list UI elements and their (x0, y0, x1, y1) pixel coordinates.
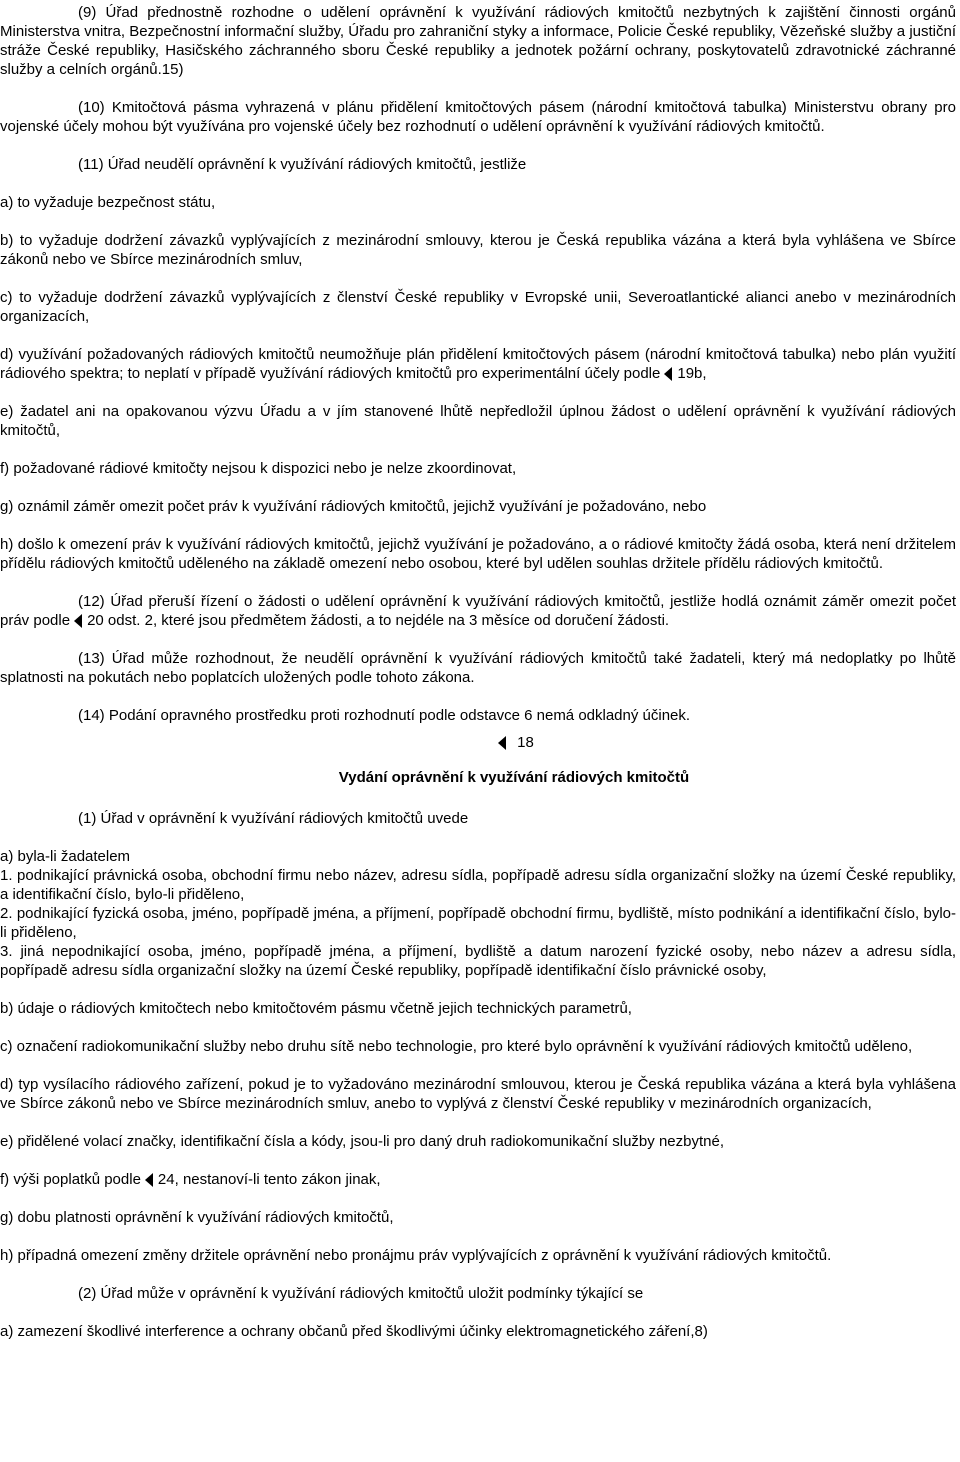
paragraph-12-text: (12) Úřad přeruší řízení o žádosti o udělení oprávnění k využívání rádiových kmitočtů, jestliže hodlá oznámit záměr omezit počet práv podle (0, 593, 956, 629)
item-1-e: e) přidělené volací značky, identifikační čísla a kódy, jsou-li pro daný druh radiokomunikační služby nezbytné, (0, 1133, 724, 1150)
item-1-f (0, 1170, 956, 1189)
item-1-a-3: 3. jiná nepodnikající osoba, jméno, popřípadě jména, a příjmení, bydliště a datum narození fyzické osoby, nebo název a adresu sídla, popřípadě adresu sídla organizační složky na území České republiky, popřípadě identifikační číslo právnické osoby, (0, 943, 956, 979)
item-2-a: a) zamezení škodlivé interference a ochrany občanů před škodlivými účinky elektromagnetického záření,8) (0, 1323, 708, 1340)
section-title: Vydání oprávnění k využívání rádiových kmitočtů (338, 769, 690, 786)
paragraph-10: (10) Kmitočtová pásma vyhrazená v plánu přidělení kmitočtových pásem (národní kmitočtová tabulka) Ministerstvu obrany pro vojenské účely mohou být využívána pro vojenské účely bez rozhodnutí o udělení oprávnění k využívání rádiových kmitočtů. (0, 99, 956, 135)
item-11-h: h) došlo k omezení práv k využívání rádiových kmitočtů, jejichž využívání je požadováno, a o rádiové kmitočty žádá osoba, která není držitelem přídělu rádiových kmitočtů uděleného na základě omezení nebo osobou, které byl udělen souhlas držitele přídělu rádiových kmitočtů. (0, 536, 956, 572)
paragraph-11: (11) Úřad neudělí oprávnění k využívání rádiových kmitočtů, jestliže (78, 156, 527, 173)
item-1-d: d) typ vysílacího rádiového zařízení, pokud je to vyžadováno mezinárodní smlouvou, kterou je Česká republika vázána a která byla vyhlášena ve Sbírce zákonů nebo ve Sbírce mezinárodních smluv, anebo to vyplývá z členství České republiky v mezinárodních organizacích, (0, 1076, 956, 1112)
item-1-a-2: 2. podnikající fyzická osoba, jméno, popřípadě jména, a příjmení, popřípadě obchodní firmu, bydliště, místo podnikání a identifikační číslo, bylo-li přiděleno, (0, 905, 956, 941)
item-1-f-ref: 24, nestanoví-li tento zákon jinak, (157, 1171, 381, 1188)
section-paragraph-1: (1) Úřad v oprávnění k využívání rádiových kmitočtů uvede (78, 810, 469, 827)
paragraph-14: (14) Podání opravného prostředku proti rozhodnutí podle odstavce 6 nemá odkladný účinek. (78, 707, 691, 724)
item-1-f-text: f) výši poplatků podle (0, 1171, 141, 1188)
item-1-g: g) dobu platnosti oprávnění k využívání rádiových kmitočtů, (0, 1209, 394, 1226)
section-link-icon[interactable] (143, 1173, 156, 1186)
item-1-b: b) údaje o rádiových kmitočtech nebo kmitočtovém pásmu včetně jejich technických parametrů, (0, 1000, 632, 1017)
section-icon (496, 736, 509, 749)
item-11-d-text: d) využívání požadovaných rádiových kmitočtů neumožňuje plán přidělení kmitočtových pásem (národní kmitočtová tabulka) nebo plán využití rádiového spektra; to neplatí v případě využívání rádiových kmitočtů pro experimentální účely podle (0, 346, 956, 382)
paragraph-9: (9) Úřad přednostně rozhodne o udělení oprávnění k využívání rádiových kmitočtů nezbytných k zajištění činnosti orgánů Ministerstva vnitra, Bezpečnostní informační služby, Úřadu pro zahraniční styky a informace, Policie České republiky, Vězeňské služby a justiční stráže České republiky, Hasičského záchranného sboru České republiky a jednotek požární ochrany, poskytovatelů zdravotnické záchranné služby a celních orgánů.15) (0, 4, 956, 78)
section-link-icon[interactable] (72, 614, 85, 627)
item-1-h: h) případná omezení změny držitele oprávnění nebo pronájmu práv vyplývajících z oprávnění k využívání rádiových kmitočtů. (0, 1247, 832, 1264)
item-11-d (0, 345, 956, 383)
item-11-g: g) oznámil záměr omezit počet práv k využívání rádiových kmitočtů, jejichž využívání je požadováno, nebo (0, 498, 707, 515)
section-number (0, 733, 956, 752)
item-11-d-ref: 19b, (677, 365, 707, 382)
item-11-b: b) to vyžaduje dodržení závazků vyplývajících z mezinárodní smlouvy, kterou je Česká republika vázána a která byla vyhlášena ve Sbírce zákonů nebo ve Sbírce mezinárodních smluv, (0, 232, 956, 268)
section-number-text: 18 (517, 734, 534, 751)
paragraph-12-ref: 20 odst. 2, které jsou předmětem žádosti, a to nejdéle na 3 měsíce od doručení žádosti. (87, 612, 670, 629)
item-1-a-1: 1. podnikající právnická osoba, obchodní firmu nebo název, adresu sídla, popřípadě adresu sídla organizační složky na území České republiky, a identifikační číslo, bylo-li přiděleno, (0, 867, 956, 903)
section-link-icon[interactable] (662, 367, 675, 380)
item-11-c: c) to vyžaduje dodržení závazků vyplývajících z členství České republiky v Evropské unii, Severoatlantické alianci anebo v mezinárodních organizacích, (0, 289, 956, 325)
item-11-f: f) požadované rádiové kmitočty nejsou k dispozici nebo je nelze zkoordinovat, (0, 460, 517, 477)
item-1-c: c) označení radiokomunikační služby nebo druhu sítě nebo technologie, pro které bylo oprávnění k využívání rádiových kmitočtů uděleno, (0, 1038, 913, 1055)
section-paragraph-2: (2) Úřad může v oprávnění k využívání rádiových kmitočtů uložit podmínky týkající se (78, 1285, 644, 1302)
item-11-e: e) žadatel ani na opakovanou výzvu Úřadu a v jím stanovené lhůtě nepředložil úplnou žádost o udělení oprávnění k využívání rádiových kmitočtů, (0, 403, 956, 439)
paragraph-13: (13) Úřad může rozhodnout, že neudělí oprávnění k využívání rádiových kmitočtů také žadateli, který má nedoplatky po lhůtě splatnosti na pokutách nebo poplatcích uložených podle tohoto zákona. (0, 650, 956, 686)
item-1-a: a) byla-li žadatelem (0, 848, 131, 865)
paragraph-12 (0, 592, 956, 630)
item-11-a: a) to vyžaduje bezpečnost státu, (0, 194, 216, 211)
